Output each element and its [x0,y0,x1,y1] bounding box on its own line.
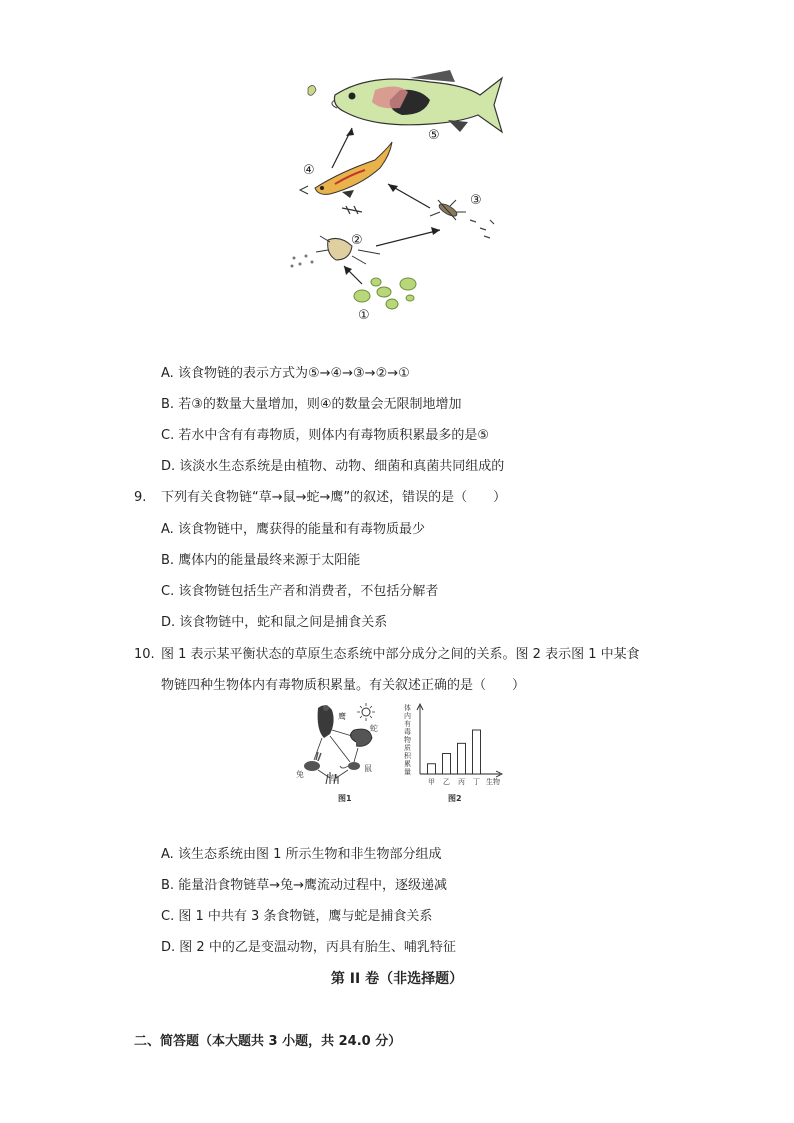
q10-stem-line1 [134,646,640,664]
bar-1 [443,754,451,774]
option-text: 图 2 中的乙是变温动物，丙具有胎生、哺乳特征 [179,940,456,955]
q8-option-a [161,365,410,383]
tick-bing: 丙 [458,778,465,786]
tick-jia: 甲 [428,778,435,786]
food-web-illustration [280,60,520,330]
tick-yi: 乙 [443,778,450,786]
q9-option-a [161,521,425,539]
part-2-heading: 二、简答题（本大题共 3 小题，共 24.0 分） [134,1034,402,1049]
q10-stem-line2 [161,677,525,695]
q10-option-a [161,846,441,864]
label-5: ⑤ [428,128,440,143]
option-text: 该淡水生态系统是由植物、动物、细菌和真菌共同组成的 [179,459,505,474]
option-letter: C. [161,428,175,443]
question-stem-cont: 物链四种生物体内有毒物质积累量。有关叙述正确的是（ ） [161,678,526,693]
option-letter: B. [161,878,175,893]
tick-ding: 丁 [473,778,480,786]
option-text: 图 1 中共有 3 条食物链，鹰与蛇是捕食关系 [178,909,433,924]
mouse-label: 鼠 [364,764,372,773]
q9-option-d [161,614,387,632]
q10-option-d [161,939,456,957]
label-1: ① [358,308,370,323]
figure-2 [402,700,512,808]
q9-option-b [161,552,360,570]
q9-stem [134,489,506,507]
option-text: 能量沿食物链草→兔→鹰流动过程中，逐级递减 [178,878,447,893]
grass-label: 草 [330,774,338,783]
option-text: 若水中含有有毒物质，则体内有毒物质积累最多的是⑤ [178,428,490,443]
section-title: 第 II 卷（非选择题） [330,971,464,987]
food-web-figure [280,60,520,330]
bar-2 [458,743,466,774]
rabbit-label: 兔 [296,770,304,779]
question-number: 9. [134,490,147,505]
option-letter: B. [161,553,175,568]
eagle-label: 鹰 [338,712,346,721]
option-text: 该食物链的表示方式为⑤→④→③→②→① [177,366,410,381]
y-axis-label: 体内有毒物质积累量 [404,704,411,776]
option-text: 该食物链中，蛇和鼠之间是捕食关系 [179,615,388,630]
option-letter: C. [161,909,175,924]
option-letter: D. [161,940,176,955]
q8-option-d [161,458,504,476]
q10-option-b [161,877,447,895]
q9-option-c [161,583,438,601]
question-number: 10. [134,647,155,662]
water-flea-drawing [291,236,381,268]
option-letter: D. [161,615,176,630]
q8-option-b [161,396,462,414]
insect-drawing [430,200,494,238]
label-2: ② [351,233,363,248]
question-stem: 下列有关食物链“草→鼠→蛇→鹰”的叙述，错误的是（ ） [161,490,507,505]
large-fish-drawing [332,70,502,132]
option-letter: C. [161,584,175,599]
x-axis-label: 生物 [486,778,500,786]
label-3: ③ [470,193,482,208]
grassland-food-web-drawing [296,700,406,792]
label-4: ④ [303,163,315,178]
option-text: 该食物链中，鹰获得的能量和有毒物质最少 [177,522,425,537]
figure-1-caption: 图1 [338,794,352,803]
option-letter: A. [161,847,174,862]
x-axis-labels [424,777,484,787]
q8-option-c [161,427,489,445]
q10-option-c [161,908,432,926]
question-stem: 图 1 表示某平衡状态的草原生态系统中部分成分之间的关系。图 2 表示图 1 中某食 [161,647,640,662]
figure-2-caption: 图2 [448,794,462,803]
option-text: 鹰体内的能量最终来源于太阳能 [178,553,361,568]
option-letter: B. [161,397,175,412]
option-text: 若③的数量大量增加，则④的数量会无限制地增加 [178,397,462,412]
option-text: 该生态系统由图 1 所示生物和非生物部分组成 [177,847,442,862]
option-letter: D. [161,459,176,474]
algae-drawing [354,278,416,309]
option-letter: A. [161,522,174,537]
option-text: 该食物链包括生产者和消费者，不包括分解者 [178,584,439,599]
snake-label: 蛇 [370,724,378,733]
figure-1 [296,700,406,808]
bar-0 [428,764,436,774]
option-letter: A. [161,366,174,381]
bar-3 [473,730,481,774]
